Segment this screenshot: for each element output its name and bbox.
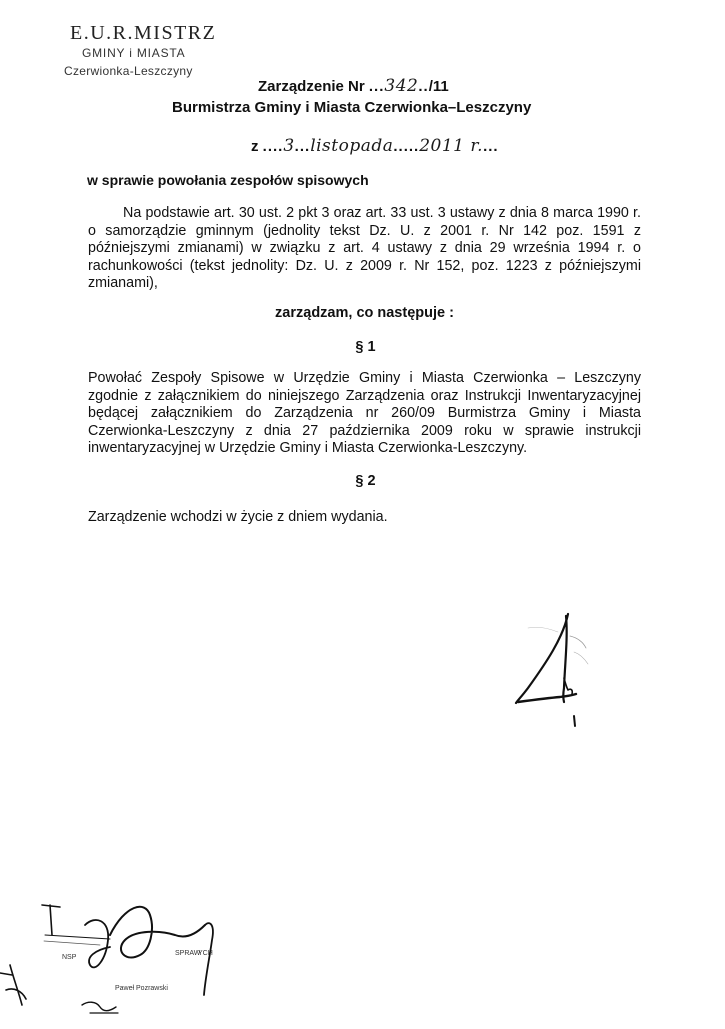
date-prefix: z (251, 138, 259, 155)
date-month: listopada (310, 136, 394, 156)
mayor-signature (508, 608, 598, 748)
section-2-text: Zarządzenie wchodzi w życie z dniem wydania. (88, 509, 388, 525)
ordinance-issuer: Burmistrza Gminy i Miasta Czerwionka–Leszczyny (172, 99, 532, 116)
stamp-line-municipality: GMINY i MIASTA (82, 46, 186, 60)
svg-text:NSP: NSP (62, 954, 77, 961)
ordinance-date: z ....3...listopada.....2011 r.... (251, 136, 499, 156)
letterhead-stamp (62, 22, 242, 80)
svg-text:SPRAW: SPRAW (175, 950, 201, 957)
svg-text:YCH: YCH (198, 950, 213, 957)
preamble-paragraph: Na podstawie art. 30 ust. 2 pkt 3 oraz art. 33 ust. 3 ustawy z dnia 8 marca 1990 r. o samorządzie gminnym (jednolity tekst Dz. U. z 2001 r. Nr 142 poz. 1591 z późniejszymi zmianami) w związku z art. 4 ustawy z dnia 29 września 1994 r. o rachunkowości (tekst jednolity: Dz. U. z 2009 r. Nr 152, poz. 1223 z późniejszymi zmianami), (88, 205, 641, 291)
ordinance-year-suffix: /11 (428, 78, 449, 95)
countersignature-stamp (0, 895, 240, 1029)
decree-heading: zarządzam, co następuje : (275, 305, 454, 321)
date-day: 3 (283, 136, 295, 156)
svg-text:Paweł Pozrawski: Paweł Pozrawski (115, 985, 168, 992)
stamp-line-title: E.U.R.MISTRZ (70, 22, 217, 44)
date-year: 2011 r. (419, 136, 484, 156)
section-2-label: § 2 (355, 473, 376, 489)
ordinance-subject: w sprawie powołania zespołów spisowych (87, 172, 369, 188)
ordinance-number: 342 (384, 76, 419, 96)
ordinance-title: Zarządzenie Nr ...342../11 (258, 76, 449, 96)
section-1-text: Powołać Zespoły Spisowe w Urzędzie Gminy i Miasta Czerwionka – Leszczyny zgodnie z załącznikiem do niniejszego Zarządzenia oraz Instrukcji Inwentaryzacyjnej będącej załącznikiem do Zarządzenia nr 260/09 Burmistrza Gminy i Miasta Czerwionka-Leszczyny z dnia 27 października 2009 roku w sprawie instrukcji inwentaryzacyjnej w Urzędzie Gminy i Miasta Czerwionka-Leszczyny. (88, 370, 641, 456)
section-1-label: § 1 (355, 339, 376, 355)
stamp-line-town: Czerwionka-Leszczyny (64, 64, 193, 78)
ordinance-prefix: Zarządzenie Nr (258, 78, 365, 95)
